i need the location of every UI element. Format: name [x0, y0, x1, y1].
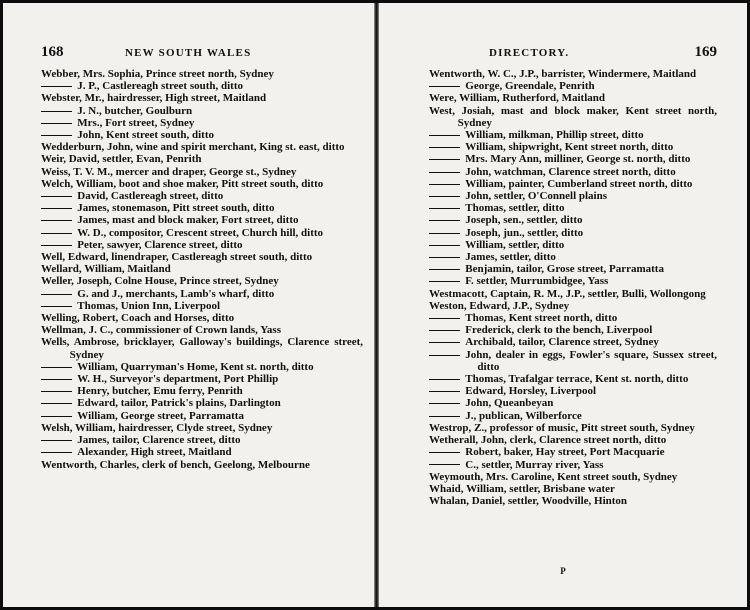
ditto-rule [41, 403, 77, 404]
directory-entry [41, 422, 363, 434]
directory-entry [41, 166, 363, 178]
entry-text: West, Josiah, mast and block maker, Kent street north, Sydney [429, 104, 717, 129]
entry-text: David, Castlereagh street, ditto [77, 190, 224, 203]
entry-text: John, Kent street south, ditto [77, 129, 214, 142]
ditto-rule [429, 196, 465, 197]
entry-text: Weir, David, settler, Evan, Penrith [41, 153, 202, 166]
directory-entry [41, 190, 363, 202]
directory-entry [429, 446, 717, 458]
directory-entry [41, 129, 363, 141]
directory-entry [41, 178, 363, 190]
directory-entry [429, 397, 717, 409]
directory-entry [41, 92, 363, 104]
entry-text: John, dealer in eggs, Fowler's square, Sussex street, ditto [465, 348, 717, 373]
directory-entry [429, 483, 717, 495]
directory-entry [41, 227, 363, 239]
entry-text: Welling, Robert, Coach and Horses, ditto [41, 312, 235, 325]
entry-text: Mrs. Mary Ann, milliner, George st. north, ditto [465, 153, 691, 166]
entry-text: Were, William, Rutherford, Maitland [429, 92, 605, 105]
entry-text: Welch, William, boot and shoe maker, Pitt street south, ditto [41, 177, 324, 190]
page-number: 169 [694, 44, 717, 60]
directory-entry [41, 202, 363, 214]
ditto-rule [429, 452, 465, 453]
directory-entry [429, 202, 717, 214]
entry-text: Westrop, Z., professor of music, Pitt street south, Sydney [429, 421, 695, 434]
ditto-rule [41, 367, 77, 368]
directory-entry [41, 312, 363, 324]
signature-mark: P [560, 566, 566, 576]
directory-entry [41, 361, 363, 373]
entry-text: Alexander, High street, Maitland [77, 446, 232, 459]
directory-entry [41, 153, 363, 165]
entry-text: Thomas, settler, ditto [465, 202, 565, 215]
right-page [379, 3, 747, 607]
directory-entry [41, 80, 363, 92]
entry-text: Henry, butcher, Emu ferry, Penrith [77, 385, 243, 398]
entry-text: Edward, Horsley, Liverpool [465, 385, 597, 398]
entry-text: John, settler, O'Connell plains [465, 190, 607, 203]
ditto-rule [429, 208, 465, 209]
directory-entry [429, 178, 717, 190]
directory-entry [429, 459, 717, 471]
entry-text: Webster, Mr., hairdresser, High street, Maitland [41, 92, 267, 105]
ditto-rule [41, 379, 77, 380]
ditto-rule [41, 391, 77, 392]
directory-entry [429, 385, 717, 397]
entry-text: Archibald, tailor, Clarence street, Sydney [465, 336, 659, 349]
directory-entry [41, 397, 363, 409]
entry-text: Frederick, clerk to the bench, Liverpool [465, 324, 653, 337]
entry-text: James, tailor, Clarence street, ditto [77, 434, 241, 447]
directory-entry [429, 141, 717, 153]
ditto-rule [429, 269, 465, 270]
ditto-rule [429, 416, 465, 417]
directory-entry [429, 105, 717, 129]
directory-entry [429, 275, 717, 287]
ditto-rule [41, 208, 77, 209]
entry-text: William, George street, Parramatta [77, 409, 244, 422]
ditto-rule [429, 391, 465, 392]
ditto-rule [429, 257, 465, 258]
directory-entry [41, 214, 363, 226]
ditto-rule [429, 330, 465, 331]
entry-text: Wellard, William, Maitland [41, 263, 171, 276]
ditto-rule [429, 318, 465, 319]
directory-entry [429, 410, 717, 422]
entry-text: Wetherall, John, clerk, Clarence street north, ditto [429, 434, 667, 447]
directory-entry [429, 336, 717, 348]
directory-entries-right [429, 68, 717, 507]
directory-entry [41, 373, 363, 385]
ditto-rule [429, 159, 465, 160]
directory-entry [429, 263, 717, 275]
entry-text: Whalan, Daniel, settler, Woodville, Hinton [429, 495, 628, 508]
directory-entries-left [41, 68, 363, 471]
directory-entry [429, 495, 717, 507]
entry-text: Weston, Edward, J.P., Sydney [429, 299, 570, 312]
left-page [3, 3, 371, 607]
directory-entry [41, 117, 363, 129]
directory-entry [429, 80, 717, 92]
directory-entry [429, 129, 717, 141]
ditto-rule [429, 135, 465, 136]
ditto-rule [41, 245, 77, 246]
directory-entry [429, 434, 717, 446]
entry-text: Wentworth, W. C., J.P., barrister, Windermere, Maitland [429, 68, 697, 80]
entry-text: Weiss, T. V. M., mercer and draper, George st., Sydney [41, 165, 297, 178]
entry-text: William, milkman, Phillip street, ditto [465, 129, 644, 142]
ditto-rule [429, 147, 465, 148]
ditto-rule [41, 233, 77, 234]
entry-text: Whaid, William, settler, Brisbane water [429, 482, 615, 495]
directory-entry [429, 373, 717, 385]
entry-text: John, Queanbeyan [465, 397, 554, 410]
ditto-rule [41, 294, 77, 295]
entry-text: Wedderburn, John, wine and spirit merchant, King st. east, ditto [41, 141, 345, 154]
ditto-rule [429, 281, 465, 282]
ditto-rule [41, 416, 77, 417]
entry-text: Thomas, Trafalgar terrace, Kent st. north, ditto [465, 373, 689, 386]
entry-text: G. and J., merchants, Lamb's wharf, ditto [77, 287, 275, 300]
ditto-rule [429, 342, 465, 343]
entry-text: Joseph, sen., settler, ditto [465, 214, 583, 227]
ditto-rule [429, 403, 465, 404]
entry-text: Edward, tailor, Patrick's plains, Darlington [77, 397, 281, 410]
book-spread [3, 3, 747, 607]
directory-entry [429, 166, 717, 178]
entry-text: Webber, Mrs. Sophia, Prince street north, Sydney [41, 68, 274, 80]
ditto-rule [41, 452, 77, 453]
entry-text: Weller, Joseph, Colne House, Prince street, Sydney [41, 275, 279, 288]
entry-text: John, watchman, Clarence street north, ditto [465, 165, 676, 178]
entry-text: James, settler, ditto [465, 251, 556, 264]
directory-entry [41, 434, 363, 446]
ditto-rule [41, 111, 77, 112]
entry-text: W. D., compositor, Crescent street, Church hill, ditto [77, 226, 324, 239]
entry-text: F. settler, Murrumbidgee, Yass [465, 275, 609, 288]
entry-text: Thomas, Union Inn, Liverpool [77, 299, 221, 312]
entry-text: Mrs., Fort street, Sydney [77, 116, 195, 129]
entry-text: James, mast and block maker, Fort street, ditto [77, 214, 299, 227]
directory-entry [429, 422, 717, 434]
ditto-rule [429, 233, 465, 234]
directory-entry [429, 349, 717, 373]
entry-text: William, painter, Cumberland street north, ditto [465, 177, 693, 190]
directory-entry [429, 190, 717, 202]
directory-entry [41, 324, 363, 336]
ditto-rule [41, 440, 77, 441]
directory-entry [41, 141, 363, 153]
directory-entry [429, 288, 717, 300]
directory-entry [429, 92, 717, 104]
entry-text: Wentworth, Charles, clerk of bench, Geelong, Melbourne [41, 458, 310, 471]
entry-text: J., publican, Wilberforce [465, 409, 582, 422]
left-page-header [41, 44, 363, 65]
entry-text: Benjamin, tailor, Grose street, Parramatta [465, 263, 664, 276]
directory-entry [41, 288, 363, 300]
directory-entry [429, 300, 717, 312]
ditto-rule [41, 123, 77, 124]
entry-text: Joseph, jun., settler, ditto [465, 226, 584, 239]
entry-text: William, settler, ditto [465, 238, 565, 251]
directory-entry [41, 336, 363, 360]
directory-entry [41, 251, 363, 263]
entry-text: Westmacott, Captain, R. M., J.P., settler, Bulli, Wollongong [429, 287, 706, 300]
directory-entry [429, 324, 717, 336]
right-page-header [429, 44, 717, 65]
entry-text: William, shipwright, Kent street north, ditto [465, 141, 674, 154]
ditto-rule [41, 196, 77, 197]
directory-entry [429, 153, 717, 165]
ditto-rule [429, 355, 465, 356]
ditto-rule [429, 379, 465, 380]
entry-text: C., settler, Murray river, Yass [465, 458, 604, 471]
entry-text: William, Quarryman's Home, Kent st. north, ditto [77, 360, 314, 373]
directory-entry [429, 239, 717, 251]
directory-entry [41, 239, 363, 251]
entry-text: J. N., butcher, Goulburn [77, 104, 193, 117]
directory-entry [41, 385, 363, 397]
directory-entry [41, 459, 363, 471]
ditto-rule [41, 306, 77, 307]
directory-entry [41, 275, 363, 287]
directory-entry [429, 471, 717, 483]
directory-entry [429, 227, 717, 239]
running-head: DIRECTORY. [489, 47, 570, 59]
entry-text: James, stonemason, Pitt street south, ditto [77, 202, 275, 215]
ditto-rule [429, 245, 465, 246]
directory-entry [41, 263, 363, 275]
directory-entry [429, 312, 717, 324]
entry-text: W. H., Surveyor's department, Port Phillip [77, 373, 279, 386]
ditto-rule [429, 220, 465, 221]
entry-text: Welsh, William, hairdresser, Clyde street, Sydney [41, 421, 273, 434]
ditto-rule [429, 464, 465, 465]
directory-entry [41, 68, 363, 80]
running-head: NEW SOUTH WALES [125, 47, 252, 59]
directory-entry [41, 105, 363, 117]
page-number: 168 [41, 44, 64, 60]
directory-entry [429, 251, 717, 263]
directory-entry [429, 214, 717, 226]
ditto-rule [41, 220, 77, 221]
entry-text: Well, Edward, linendraper, Castlereagh street south, ditto [41, 251, 313, 264]
directory-entry [41, 410, 363, 422]
ditto-rule [429, 184, 465, 185]
entry-text: J. P., Castlereagh street south, ditto [77, 80, 244, 93]
directory-entry [41, 300, 363, 312]
entry-text: Robert, baker, Hay street, Port Macquarie [465, 446, 665, 459]
entry-text: Weymouth, Mrs. Caroline, Kent street south, Sydney [429, 470, 678, 483]
ditto-rule [41, 135, 77, 136]
entry-text: George, Greendale, Penrith [465, 80, 595, 93]
ditto-rule [41, 86, 77, 87]
ditto-rule [429, 86, 465, 87]
entry-text: Wells, Ambrose, bricklayer, Galloway's buildings, Clarence street, Sydney [41, 336, 363, 361]
entry-text: Thomas, Kent street north, ditto [465, 312, 618, 325]
directory-entry [41, 446, 363, 458]
ditto-rule [429, 172, 465, 173]
entry-text: Wellman, J. C., commissioner of Crown lands, Yass [41, 324, 281, 337]
directory-entry [429, 68, 717, 80]
entry-text: Peter, sawyer, Clarence street, ditto [77, 238, 243, 251]
